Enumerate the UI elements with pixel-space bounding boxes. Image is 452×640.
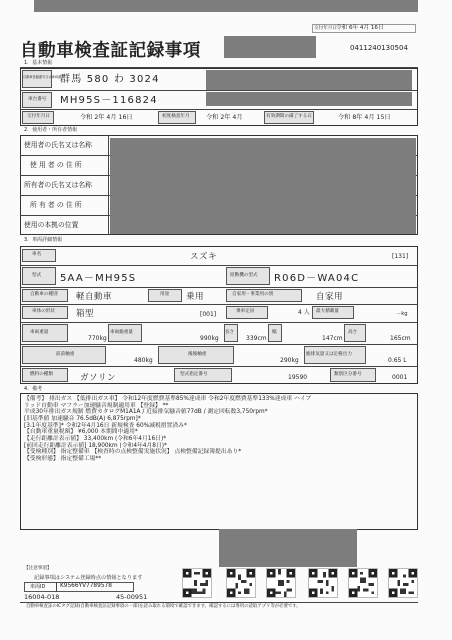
capacity-value: 4 人 [298,309,310,316]
qr-code-1 [182,568,212,598]
owner-address-label: 所 有 者 の 住 所 [30,201,82,209]
make-label: 車名 [32,252,42,257]
rule [20,322,418,323]
redacted-basic-top [206,70,412,90]
redacted-header-bar [34,0,418,12]
remarks-line: [3.1年度基準]* 令和2年4月16日 新規検査 60%減税措置済み* [24,422,187,429]
height-label: 高さ [348,330,358,335]
section-vehicle-title: 3．車両詳細情報 [24,237,63,243]
remarks-line: 【自動車重量税額】 ¥6,000 本期間中適用* [24,429,138,436]
gross-value: 990kg [200,335,219,342]
remarks-line: [前回走行距離計表示値] 18,900km (令和4年4月8日)* [24,442,167,449]
category-value: 0001 [392,374,408,381]
model-label: 型式 [32,273,42,278]
issue-date-label: 交付年月日 [314,26,337,31]
model-value: 5AA－MH95S [60,273,137,284]
rule [20,287,418,288]
weight-label: 車両重量 [30,330,49,335]
issue-date-value: 令和 6年 4月 16日 [336,25,384,31]
remarks-line: [旧基準値 加速騒音 76.5dB(A) 6,875rpm]* [24,415,141,422]
qr-code-3 [266,568,296,598]
body-value: 箱型 [76,309,95,319]
length-value: 339cm [246,335,267,342]
reg-number-label: 自動車登録番号又は車両番号 [23,75,65,79]
rule [20,304,418,305]
kind-value: 軽自動車 [76,292,113,302]
rear-axle-value: 290kg [280,357,299,364]
max-load-value: －kg [396,311,408,317]
initial-value: 令和 2年 4月 [206,114,243,121]
first-reg-value: 令和 2年 4月 16日 [80,114,133,121]
height-value: 165cm [390,335,411,342]
remarks-line: 平成30年排出ガス規制 燃費カタログM1A1A / 近接排気騒音値77dB / 測定回転数3,750rpm* [24,409,268,416]
code-left: 16004-018 [24,593,60,601]
displacement-value: 0.65 L [388,357,407,364]
qr-code-2 [226,568,256,598]
body-code: [001] [200,311,217,318]
owner-name-label: 所有者の氏名又は名称 [24,181,92,189]
remarks-line: 【受検形態】 指定整備工場** [24,455,102,462]
weight-value: 770kg [88,335,107,342]
page-title: 自動車検査証記録事項 [20,41,201,61]
rule [108,135,109,235]
kind-label: 自動車の種別 [30,292,58,297]
redacted-owner-info [110,138,416,234]
width-label: 幅 [272,330,277,335]
qr-code-5 [348,568,378,598]
section-remarks-title: 4．備考 [24,386,43,392]
remarks-line: 【走行距離計表示値】 33,400km (令和6年4月16日)* [24,435,167,442]
redacted-footer-stamp [219,529,357,567]
rear-axle-label: 後後軸重 [188,352,207,357]
gross-label: 車両総重量 [110,330,133,335]
remarks-line: 【備考】 排出ガス 【低排出ガス車】 令和12年度燃費基準85%達成車 令和2年度燃費基準133%達成車 ハイブ [24,396,312,402]
certificate-number: 0411240130504 [350,44,408,52]
remarks-line: 【受検種別】 指定整備車 【検査時の点検整備実施状況】 点検整備記録簿提出あり* [24,449,242,456]
displacement-label: 総排気量又は定格出力 [306,352,352,357]
private-label: 自家用・事業用の別 [232,292,274,297]
chassis-value: MH95S－116824 [60,95,158,106]
vehicle-id-value: K9566YV7789578 [60,583,112,589]
expiry-label: 有効期間の満了する日 [266,114,312,119]
reg-number-value: 群馬 580 わ 3024 [60,74,160,85]
code-right: 45-00951 [116,593,148,601]
first-reg-label: 交付年月日 [27,114,50,119]
rule [20,90,418,91]
base-location-label: 使用の本拠の位置 [24,221,79,229]
use-label: 用途 [160,292,170,297]
category-label: 類別区分番号 [334,372,362,377]
engine-label: 原動機の型式 [230,273,258,278]
rule [20,602,418,603]
rule [20,265,418,266]
capacity-label: 乗車定員 [236,309,255,314]
front-axle-value: 480kg [134,357,153,364]
length-label: 長さ [225,330,235,335]
remarks-list [24,396,311,463]
fuel-value: ガソリン [80,373,117,383]
rule [20,344,418,345]
notice-line: 記録事項はシステム登録時点の情報となります [34,575,143,581]
remarks-line: リッド自動車 マフラー加速騒音規制適用車 【登録】 ** [24,402,169,409]
initial-label: 初度検査年月 [162,114,190,119]
max-load-label: 最大積載量 [316,309,339,314]
rule [20,366,418,367]
use-value: 乗用 [186,292,205,302]
front-axle-label: 前前軸重 [56,352,75,357]
rule [20,109,418,110]
section-user-title: 2．使用者・所有者情報 [24,127,78,133]
private-value: 自家用 [316,292,344,302]
expiry-value: 令和 8年 4月 15日 [338,114,391,121]
redacted-title-area [224,36,316,58]
bottom-note: 自動車検査証のICタグ記録(自動車検査証記録事項の一部)を読み取れる環境で確認できます。確認するには専用の読取アプリ等が必要です。 [26,604,301,609]
make-value: スズキ [190,252,218,262]
redacted-basic-mid [206,92,412,106]
body-label: 車体の形状 [32,309,55,314]
engine-value: R06D－WA04C [274,273,360,284]
user-address-label: 使 用 者 の 住 所 [30,161,82,169]
type-cert-value: 19590 [288,374,308,381]
chassis-label: 車台番号 [28,97,47,102]
type-cert-label: 型式指定番号 [180,372,208,377]
user-name-label: 使用者の氏名又は名称 [24,141,92,149]
make-code: [131] [392,253,409,260]
rule [56,582,57,592]
vehicle-id-label: 車両ID [30,584,46,590]
width-value: 147cm [322,335,343,342]
fuel-label: 燃料の種類 [30,372,53,377]
qr-code-4 [308,568,338,598]
qr-code-6 [388,568,418,598]
section-basic-title: 1．基本情報 [24,60,53,66]
notice-label: 【注意事項】 [24,566,52,571]
